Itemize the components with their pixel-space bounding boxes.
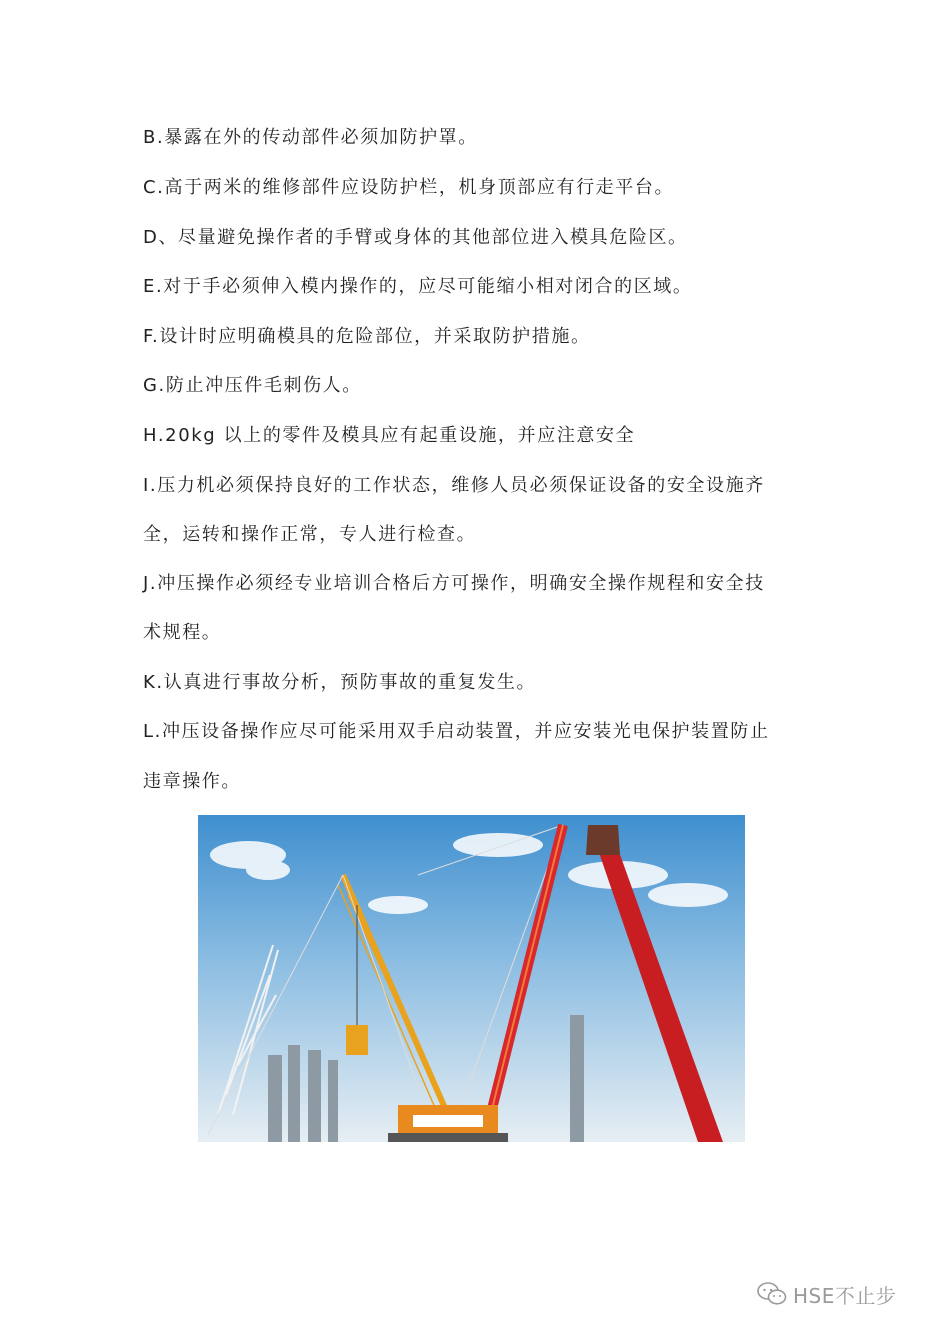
text-line: D、尽量避免操作者的手臂或身体的其他部位进入模具危险区。 <box>143 227 688 248</box>
text-line: I.压力机必须保持良好的工作状态，维修人员必须保证设备的安全设施齐 <box>143 475 765 496</box>
text-line: L.冲压设备操作应尽可能采用双手启动装置，并应安装光电保护装置防止 <box>143 721 770 742</box>
crawler-base <box>388 1105 508 1142</box>
text-line: E.对于手必须伸入模内操作的，应尽可能缩小相对闭合的区域。 <box>143 276 693 297</box>
text-line: K.认真进行事故分析，预防事故的重复发生。 <box>143 672 537 693</box>
text-line: G.防止冲压件毛刺伤人。 <box>143 375 362 396</box>
watermark-text: HSE不止步 <box>793 1283 897 1308</box>
text-line: B.暴露在外的传动部件必须加防护罩。 <box>143 127 478 148</box>
text-line: H.20kg 以上的零件及模具应有起重设施，并应注意安全 <box>143 425 636 446</box>
text-line: 违章操作。 <box>143 771 241 792</box>
text-line: C.高于两米的维修部件应设防护栏，机身顶部应有行走平台。 <box>143 177 675 198</box>
crane-photo <box>198 815 745 1142</box>
crane-photo-illustration <box>198 815 745 1142</box>
wechat-icon <box>757 1281 787 1307</box>
text-line: 全，运转和操作正常，专人进行检查。 <box>143 524 477 545</box>
text-line: J.冲压操作必须经专业培训合格后方可操作，明确安全操作规程和安全技 <box>143 573 765 594</box>
watermark <box>757 1279 896 1309</box>
text-line: 术规程。 <box>143 622 222 643</box>
text-line: F.设计时应明确模具的危险部位，并采取防护措施。 <box>143 326 591 347</box>
